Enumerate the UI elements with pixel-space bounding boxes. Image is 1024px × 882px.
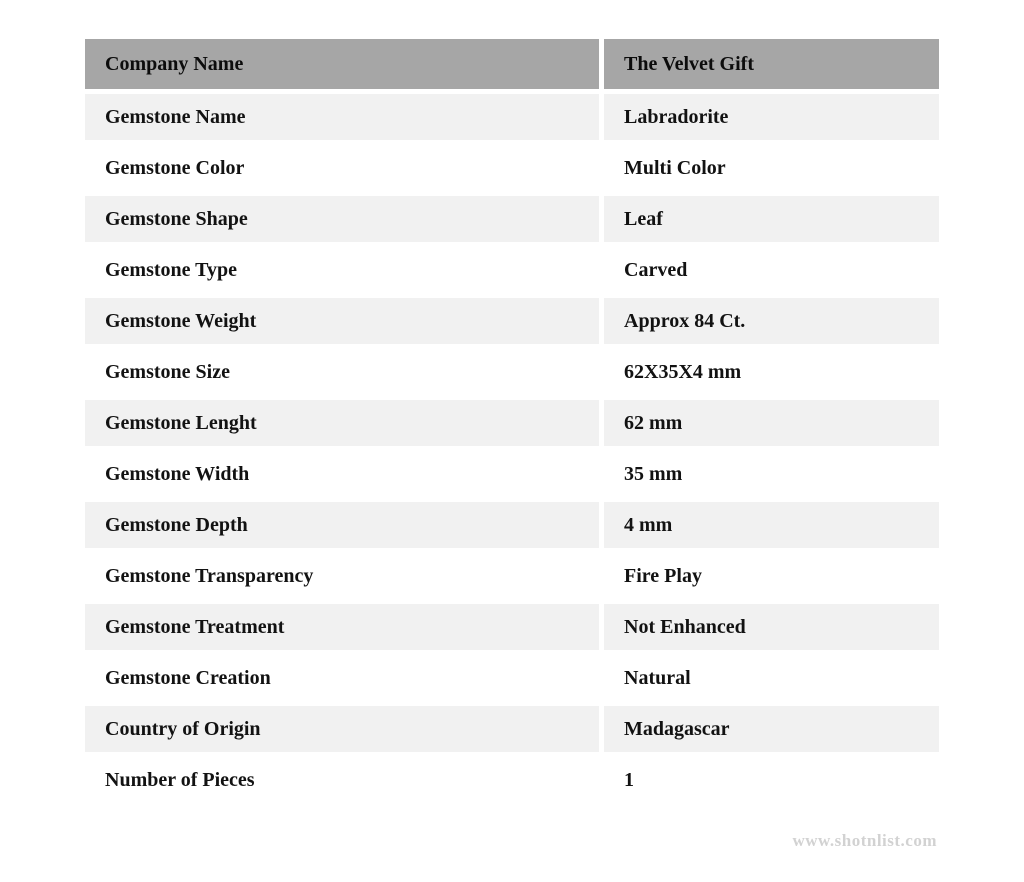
table-row-gemstone-lenght	[85, 400, 939, 446]
row-value: 1	[604, 757, 939, 803]
row-value: Approx 84 Ct.	[604, 298, 939, 344]
row-value: Natural	[604, 655, 939, 701]
table-row-gemstone-size	[85, 349, 939, 395]
row-value: Labradorite	[604, 94, 939, 140]
row-value: Carved	[604, 247, 939, 293]
row-value: 35 mm	[604, 451, 939, 497]
table-row-gemstone-color	[85, 145, 939, 191]
gemstone-spec-table	[85, 39, 939, 803]
row-value: Fire Play	[604, 553, 939, 599]
row-value: 4 mm	[604, 502, 939, 548]
table-row-gemstone-weight	[85, 298, 939, 344]
table-row-gemstone-creation	[85, 655, 939, 701]
row-value: Not Enhanced	[604, 604, 939, 650]
row-label: Gemstone Name	[85, 94, 599, 140]
table-row-gemstone-width	[85, 451, 939, 497]
table-row-gemstone-treatment	[85, 604, 939, 650]
table-row-country-of-origin	[85, 706, 939, 752]
table-row-gemstone-transparency	[85, 553, 939, 599]
watermark-text: www.shotnlist.com	[792, 831, 937, 850]
row-label: Gemstone Creation	[85, 655, 599, 701]
row-value: Leaf	[604, 196, 939, 242]
table-header-row	[85, 39, 939, 89]
row-value: Madagascar	[604, 706, 939, 752]
row-value: 62X35X4 mm	[604, 349, 939, 395]
table-row-gemstone-name	[85, 94, 939, 140]
row-label: Gemstone Treatment	[85, 604, 599, 650]
row-label: Gemstone Depth	[85, 502, 599, 548]
row-label: Gemstone Lenght	[85, 400, 599, 446]
header-company-value-cell: The Velvet Gift	[604, 39, 939, 89]
table-row-gemstone-depth	[85, 502, 939, 548]
row-label: Gemstone Transparency	[85, 553, 599, 599]
row-label: Gemstone Size	[85, 349, 599, 395]
row-value: Multi Color	[604, 145, 939, 191]
row-label: Gemstone Width	[85, 451, 599, 497]
row-label: Gemstone Shape	[85, 196, 599, 242]
table-row-number-of-pieces	[85, 757, 939, 803]
header-company-name-cell: Company Name	[85, 39, 599, 89]
row-label: Gemstone Color	[85, 145, 599, 191]
row-label: Country of Origin	[85, 706, 599, 752]
row-label: Gemstone Weight	[85, 298, 599, 344]
table-row-gemstone-type	[85, 247, 939, 293]
table-row-gemstone-shape	[85, 196, 939, 242]
row-value: 62 mm	[604, 400, 939, 446]
row-label: Number of Pieces	[85, 757, 599, 803]
row-label: Gemstone Type	[85, 247, 599, 293]
